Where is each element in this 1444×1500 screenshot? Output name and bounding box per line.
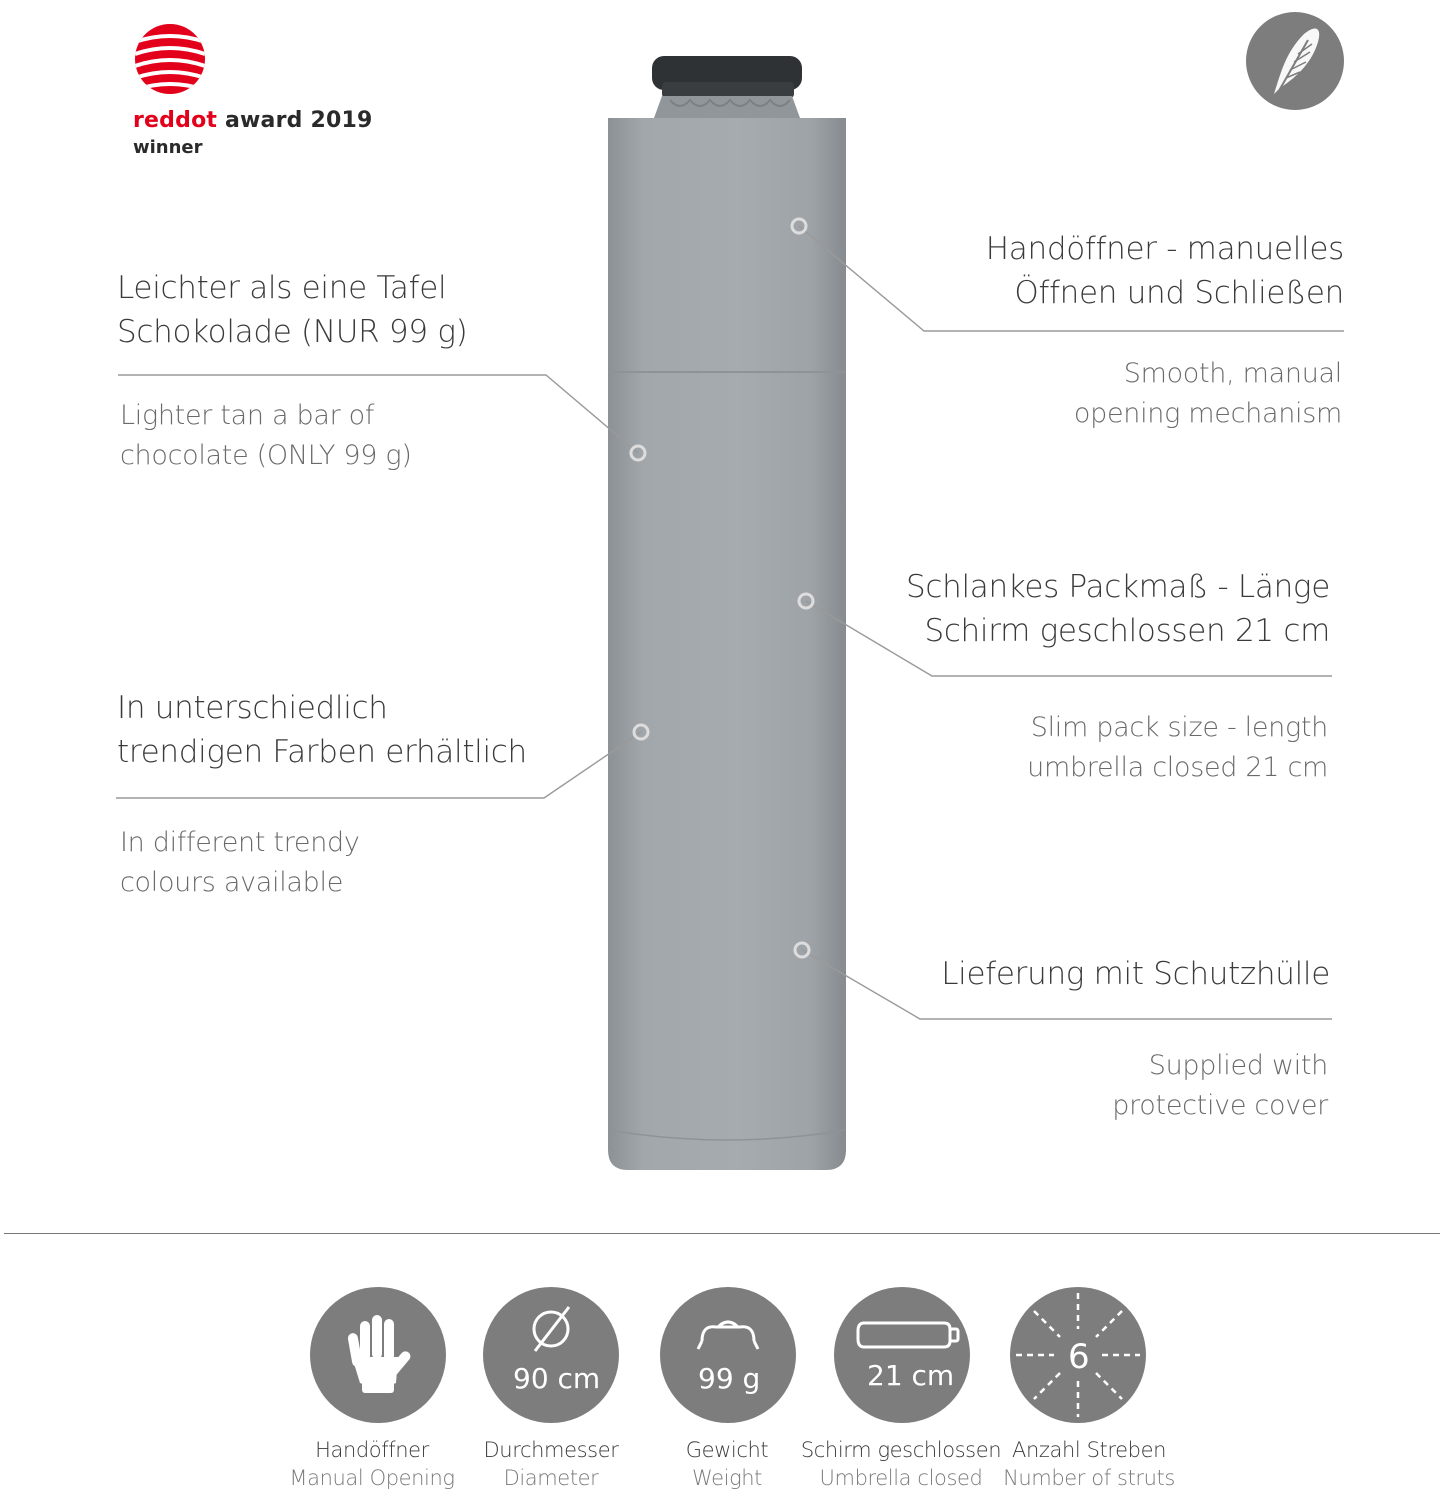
struts-value: 6: [1068, 1337, 1090, 1377]
spec-label-en-struts: Number of struts: [1003, 1466, 1175, 1490]
diameter-value: 90 cm: [513, 1362, 601, 1395]
spec-label-en-closed: Umbrella closed: [819, 1466, 983, 1490]
feature-opener-de: Handöffner - manuelles Öffnen und Schließen: [985, 231, 1344, 311]
weight-icon: [660, 1287, 796, 1423]
hand-icon: [310, 1287, 446, 1423]
spec-label-de-manual: Handöffner: [315, 1438, 429, 1462]
feature-cover-de: Lieferung mit Schutzhülle: [941, 956, 1330, 992]
spec-label-de-closed: Schirm geschlossen: [800, 1438, 1002, 1462]
spec-label-en-manual: Manual Opening: [289, 1466, 455, 1490]
spec-label-de-struts: Anzahl Streben: [1011, 1438, 1167, 1462]
spec-label-en-diameter: Diameter: [503, 1466, 599, 1490]
diameter-icon: [483, 1287, 619, 1423]
feature-cover-en: Supplied with protective cover: [1112, 1050, 1328, 1121]
closed-length-value: 21 cm: [867, 1359, 955, 1392]
feature-weight-en: Lighter tan a bar of chocolate (ONLY 99 g): [120, 400, 412, 471]
award-subtitle: winner: [133, 137, 203, 158]
feature-colours-en: In different trendy colours available: [120, 827, 360, 898]
award-title: reddot award 2019: [133, 108, 373, 133]
closed-umbrella-icon: [834, 1287, 970, 1423]
feature-weight-de: Leichter als eine Tafel Schokolade (NUR 99 g): [117, 270, 468, 350]
feature-packsize-en: Slim pack size - length umbrella closed 21 cm: [1027, 712, 1328, 783]
feature-colours-de: In unterschiedlich trendigen Farben erhältlich: [117, 690, 527, 770]
section-divider: [4, 1233, 1440, 1234]
spec-label-en-weight: Weight: [691, 1466, 763, 1490]
feature-packsize-de: Schlankes Packmaß - Länge Schirm geschlossen 21 cm: [906, 569, 1330, 649]
feature-opener-en: Smooth, manual opening mechanism: [1073, 358, 1342, 429]
spec-label-de-diameter: Durchmesser: [483, 1438, 619, 1462]
weight-value: 99 g: [698, 1362, 761, 1395]
spec-label-de-weight: Gewicht: [685, 1438, 769, 1462]
